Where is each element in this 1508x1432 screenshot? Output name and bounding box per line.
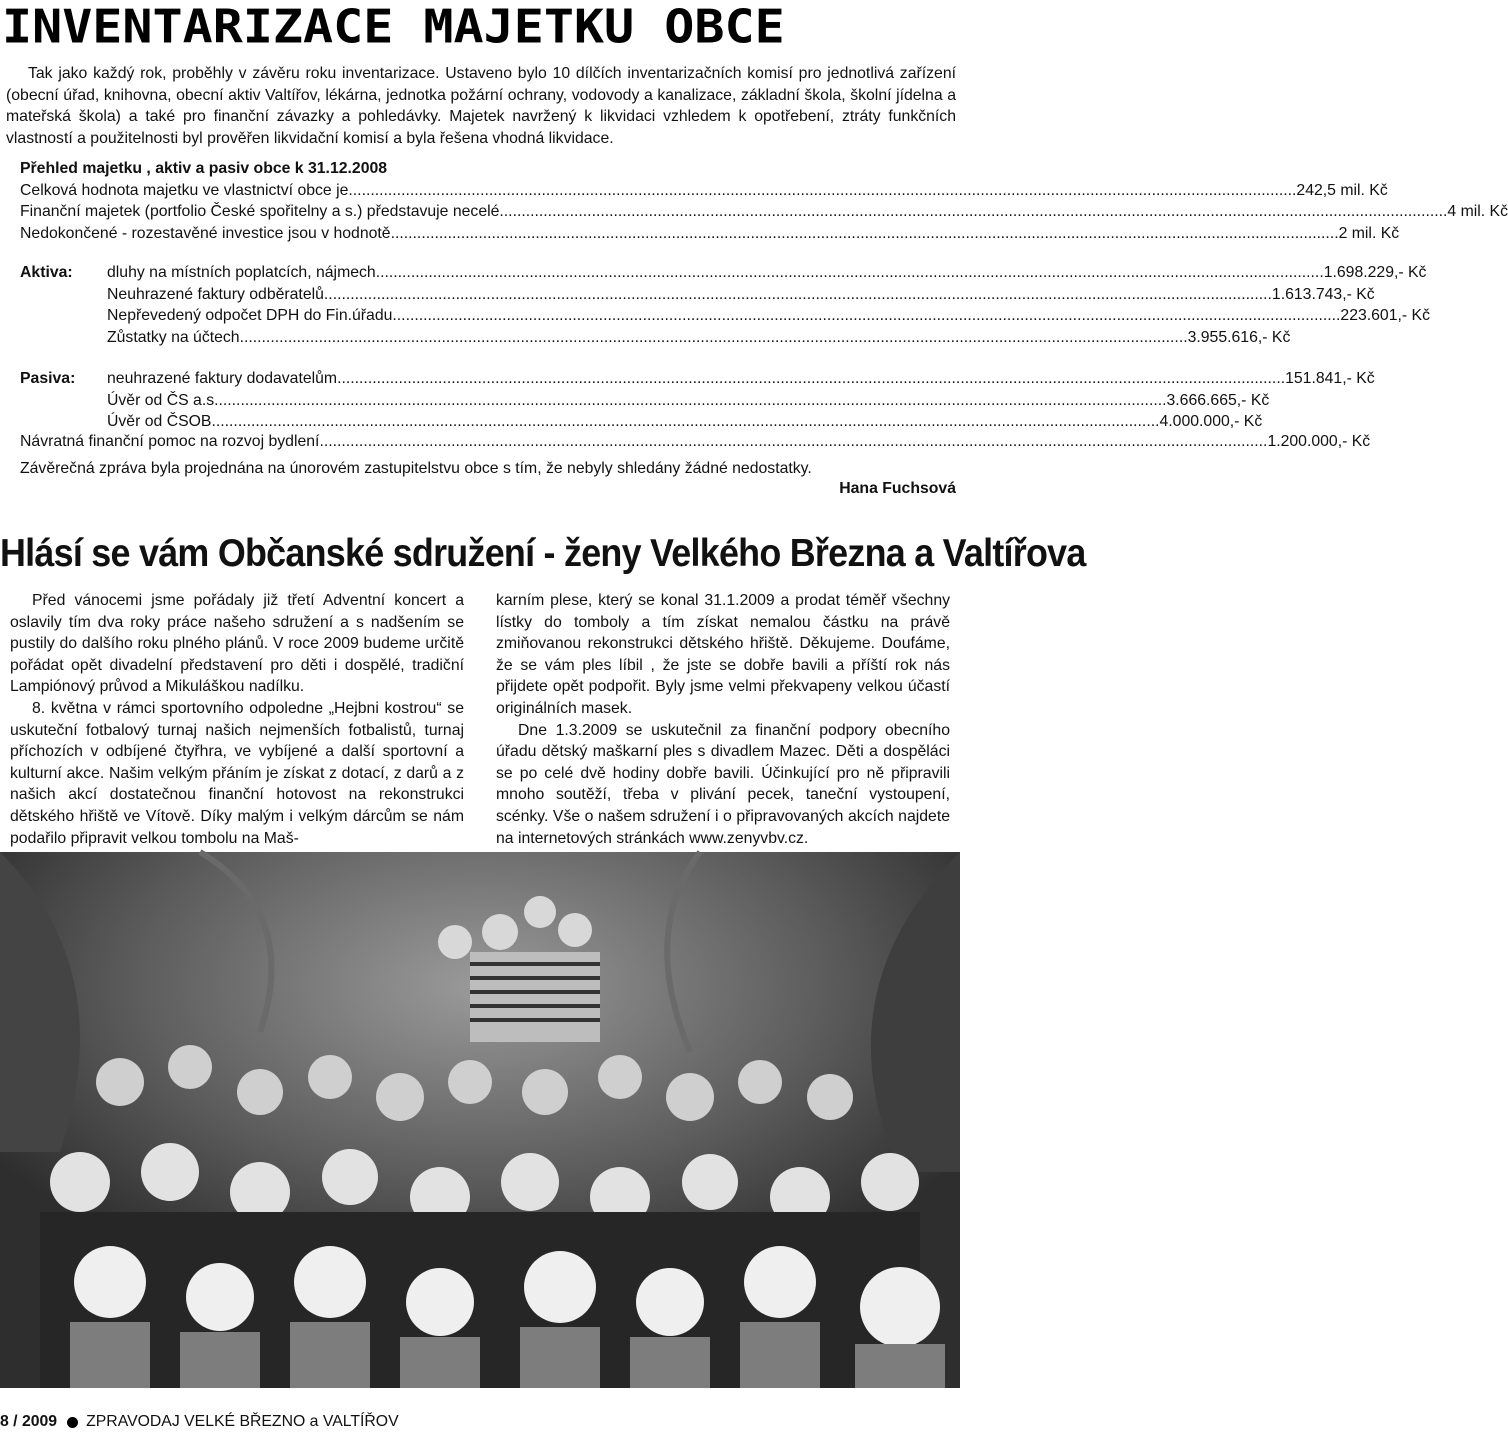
article-right-column: [496, 590, 950, 849]
aktiva-row: Nepřevedený odpočet DPH do Fin.úřadu ..... 223.601,- Kč: [107, 305, 900, 327]
paragraph: 8. května v rámci sportovního odpoledne „Hejbni kostrou“ se uskuteční fotbalový turnaj našich nejmenších fotbalistů, turnaj příchozích v odbíjené čtyřhra, ve vybíjené a další sportovní a kulturní akce. Našim velkým přáním je získat z dotací, z darů a z našich akcí dostatečnou finanční hotovost na rekonstrukci dětského hřiště ve Vítově. Díky malým i velkým dárcům se nám podařilo připravit velkou tombolu na Maš-: [10, 699, 464, 847]
paragraph: Dne 1.3.2009 se uskutečnil za finanční podpory obecního úřadu dětský maškarní ples s divadlem Mazec. Děti a dospěláci se po celé dvě hodiny dobře bavili. Účinkující pro ně připravili mnoho soutěží, třeba v plivání pecek, taneční vystoupení, scénky. Vše o našem sdružení i o připravovaných akcích najdete na internetových stránkách www.zenyvbv.cz.: [496, 721, 950, 847]
paragraph: karním plese, který se konal 31.1.2009 a prodat téměř všechny lístky do tomboly a tím získat nemalou částku na právě zmiňovanou rekonstrukci dětského hřiště. Děkujeme. Doufáme, že se vám ples líbil , že jste se dobře bavili a příští rok nás přijdete opět podpořit. Byly jsme velmi překvapeny velkou účastí originálních masek.: [496, 592, 950, 717]
photo-illustration: [0, 852, 960, 1388]
navratna-row: Návratná finanční pomoc na rozvoj bydlení ..... 1.200.000,- Kč: [20, 431, 900, 453]
pasiva-row: Úvěr od ČSOB ..... 4.000.000,- Kč: [107, 411, 900, 433]
aktiva-section: [20, 262, 1430, 348]
group-photo: [0, 852, 960, 1388]
pasiva-label: Pasiva:: [20, 370, 76, 387]
author-name: Hana Fuchsová: [839, 480, 956, 497]
pasiva-row: neuhrazené faktury dodavatelům ..... 151.841,- Kč: [107, 368, 900, 390]
article-title-association: Hlásí se vám Občanské sdružení - ženy Velkého Března a Valtířova: [0, 532, 1086, 575]
asset-overview-heading: Přehled majetku , aktiv a pasiv obce k 31.12.2008: [20, 160, 388, 177]
page-number: 8 / 2009: [0, 1413, 58, 1430]
paragraph: Před vánocemi jsme pořádaly již třetí Adventní koncert a oslavily tím dva roky práce našeho sdružení a s nadšením se pustily do dalšího roku plného plánů. V roce 2009 budeme určitě pořádat opět divadelní představení pro děti i dospělé, tradiční Lampiónový průvod a Mikuláškou nadílku.: [10, 592, 464, 696]
inventory-intro-paragraph: Tak jako každý rok, proběhly v závěru roku inventarizace. Ustaveno bylo 10 dílčích inventarizačních komisí pro jednotlivá zařízení (obecní úřad, knihovna, obecní aktiv Valtířov, lékárna, jednotka požární ochrany, vodovody a kanalizace, základní škola, školní jídelna a mateřská škola) a také pro finanční závazky a pohledávky. Majetek navržený k likvidaci vzhledem k opotřebení, ztráty funkčních vlastností a použitelnosti byl prověřen likvidační komisí a byla řešena vhodná likvidace.: [6, 65, 956, 147]
pasiva-section: [20, 368, 1375, 433]
asset-overview: [20, 158, 1508, 244]
overview-row: Celková hodnota majetku ve vlastnictví obce je ..... 242,5 mil. Kč: [20, 180, 900, 202]
page-footer: [0, 1412, 960, 1432]
overview-row: Finanční majetek (portfolio České spořitelny a s.) představuje necelé ..... 4 mil. Kč: [20, 201, 900, 223]
publication-name: ZPRAVODAJ VELKÉ BŘEZNO a VALTÍŘOV: [86, 1413, 399, 1430]
aktiva-row: Neuhrazené faktury odběratelů ..... 1.613.743,- Kč: [107, 284, 900, 306]
aktiva-row: dluhy na místních poplatcích, nájmech ..... 1.698.229,- Kč: [107, 262, 900, 284]
article-title-inventory: INVENTARIZACE MAJETKU OBCE: [2, 0, 785, 54]
aktiva-label: Aktiva:: [20, 264, 73, 281]
aktiva-row: Zůstatky na účtech ..... 3.955.616,- Kč: [107, 327, 900, 349]
bullet-icon: [67, 1417, 78, 1428]
conclusion-paragraph: Závěrečná zpráva byla projednána na únorovém zastupitelstvu obce s tím, že nebyly shledány žádné nedostatky.: [20, 460, 812, 477]
overview-row: Nedokončené - rozestavěné investice jsou v hodnotě ..... 2 mil. Kč: [20, 223, 900, 245]
pasiva-row: Úvěr od ČS a.s. ..... 3.666.665,- Kč: [107, 390, 900, 412]
article-left-column: [10, 590, 464, 849]
